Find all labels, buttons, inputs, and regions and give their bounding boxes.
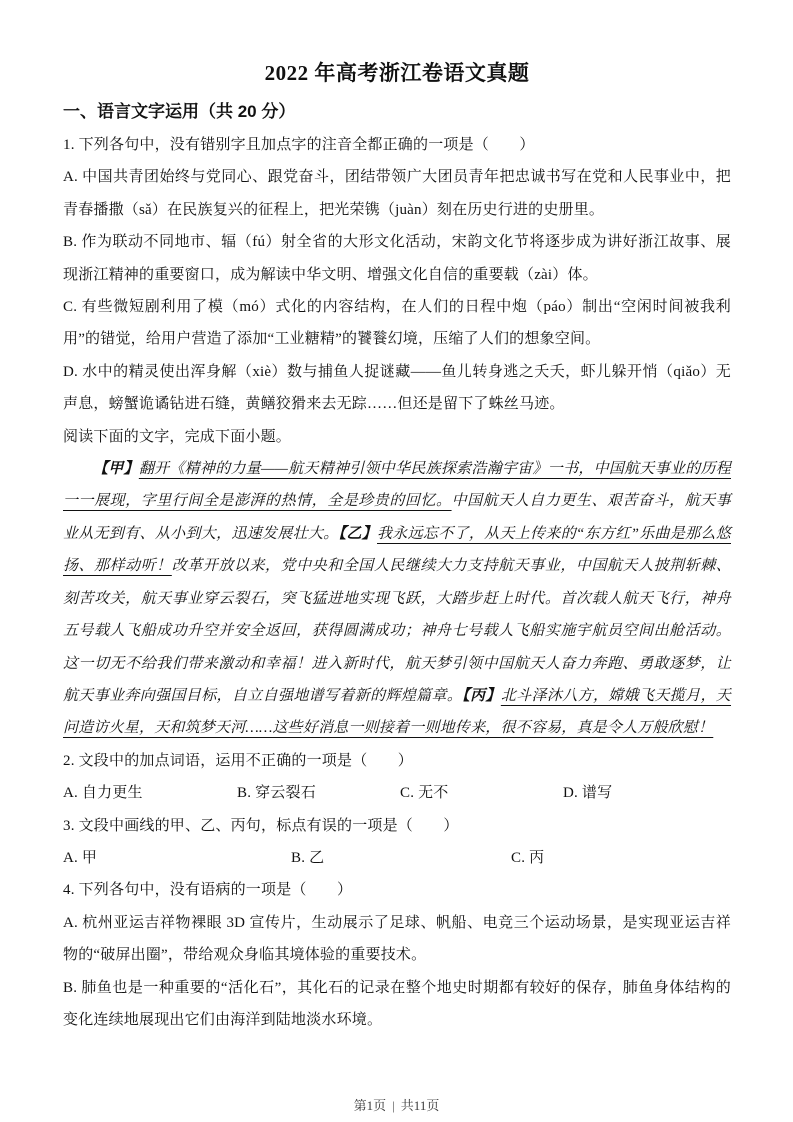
- footer-total-pages: 共11页: [400, 1098, 440, 1113]
- question-3-option-c: C. 丙: [511, 849, 545, 866]
- reading-intro: 阅读下面的文字，完成下面小题。: [63, 428, 292, 445]
- question-2-option-b: B. 穿云裂石: [237, 785, 316, 802]
- section-heading: 一、语言文字运用（共 20 分）: [63, 102, 296, 121]
- passage-paragraph: [63, 453, 731, 745]
- footer-separator: |: [392, 1098, 395, 1113]
- document-content: [63, 58, 731, 1036]
- passage-marker-bing: 【丙】: [462, 687, 501, 704]
- question-2-option-a: A. 自力更生: [63, 785, 143, 802]
- question-2-options: [63, 777, 731, 809]
- question-2-option-c: C. 无不: [400, 785, 449, 802]
- passage-marker-jia: 【甲】: [93, 461, 139, 478]
- passage-plain-2: 改革开放以来，党中央和全国人民继续大力支持航天事业，中国航天人披荆斩棘、刻苦攻关，航天事业穿云裂石，突飞猛进地实现飞跃，大踏步赶上时代。首次载人航天飞行，神舟五号载人飞船成功升空并安全返回，获得圆满成功；神舟七号载人飞船实施宇航员空间出舱活动。这一切无不给我们带来激动和幸福！进入新时代，航天梦引领中国航天人奋力奔跑、勇敢逐梦，让航天事业奔向强国目标，自立自强地谱写着新的辉煌篇章。: [63, 558, 731, 704]
- page-footer: [0, 1096, 793, 1116]
- question-3-option-a: A. 甲: [63, 849, 98, 866]
- passage-underlined-yi: 我永远忘不了，从天上传来的“东方红”乐曲是那么悠扬、那样动听！: [63, 525, 731, 575]
- question-3-option-b: B. 乙: [291, 849, 325, 866]
- passage-underlined-bing: 北斗泽沐八方，嫦娥飞天揽月，天问造访火星，天和筑梦天河……这些好消息一则接着一则地传来，很不容易，真是令人万般欣慰！: [63, 687, 732, 737]
- question-1-option-d: D. 水中的精灵使出浑身解（xiè）数与捕鱼人捉谜藏——鱼儿转身逃之夭夭，虾儿躲开悄（qiǎo）无声息，螃蟹诡谲钻进石缝，黄鳝狡猾来去无踪……但还是留下了蛛丝马迹。: [63, 363, 731, 413]
- question-1-option-c: C. 有些微短剧利用了模（mó）式化的内容结构，在人们的日程中炮（páo）制出“空闲时间被我利用”的错觉，给用户营造了添加“工业糖精”的饕餮幻境，压缩了人们的想象空间。: [63, 299, 731, 348]
- question-4-stem: 4. 下列各句中，没有语病的一项是（ ）: [63, 882, 353, 899]
- question-2-option-d: D. 谱写: [563, 785, 613, 802]
- question-3-stem: 3. 文段中画线的甲、乙、丙句，标点有误的一项是（ ）: [63, 817, 459, 834]
- page-title: 2022 年高考浙江卷语文真题: [264, 61, 530, 85]
- question-1-stem: 1. 下列各句中，没有错别字且加点字的注音全都正确的一项是（ ）: [63, 137, 535, 153]
- passage-plain-1: 中国航天人自力更生、艰苦奋斗，航天事业从无到有、从小到大，迅速发展壮大。: [63, 493, 731, 542]
- question-4-option-a: A. 杭州亚运吉祥物裸眼 3D 宣传片，生动展示了足球、帆船、电竞三个运动场景，是实现亚运吉祥物的“破屏出圈”，带给观众身临其境体验的重要技术。: [63, 914, 731, 964]
- passage-underlined-jia: 翻开《精神的力量——航天精神引领中华民族探索浩瀚宇宙》一书，中国航天事业的历程一一展现，字里行间全是澎湃的热情，全是珍贵的回忆。: [63, 461, 731, 510]
- footer-current-page: 第1页: [353, 1098, 387, 1113]
- question-2-stem: 2. 文段中的加点词语，运用不正确的一项是（ ）: [63, 752, 414, 769]
- passage-marker-yi: 【乙】: [338, 525, 377, 542]
- question-1-option-a: A. 中国共青团始终与党同心、跟党奋斗，团结带领广大团员青年把忠诚书写在党和人民事业中，把青春播撒（sǎ）在民族复兴的征程上，把光荣镌（juàn）刻在历史行进的史册里。: [63, 169, 731, 218]
- question-3-options: [63, 842, 731, 874]
- question-1-option-b: B. 作为联动不同地市、辐（fú）射全省的大形文化活动，宋韵文化节将逐步成为讲好浙江故事、展现浙江精神的重要窗口，成为解读中华文明、增强文化自信的重要载（zài）体。: [63, 234, 731, 283]
- question-4-option-b: B. 肺鱼也是一种重要的“活化石”，其化石的记录在整个地史时期都有较好的保存，肺鱼身体结构的变化连续地展现出它们由海洋到陆地淡水环境。: [63, 979, 731, 1028]
